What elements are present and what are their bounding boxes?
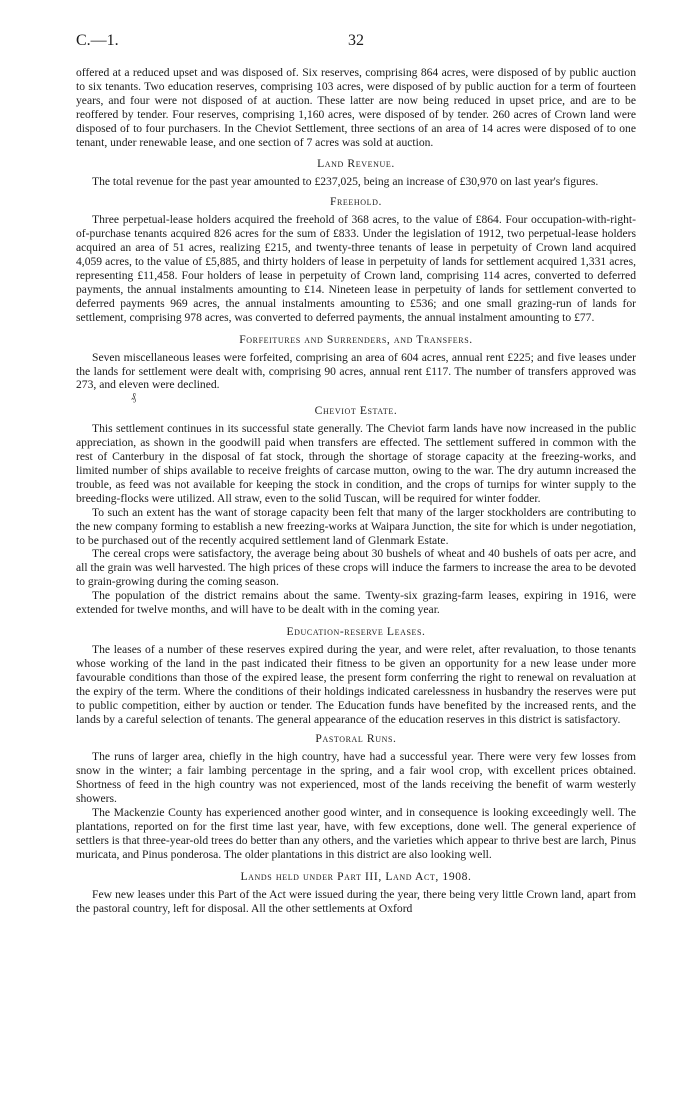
part-three-paragraph: Few new leases under this Part of the Act were issued during the year, there being very little Crown land, apart from the pastoral country, left for disposal. All the other settlements at Oxford [76,887,636,915]
parliamentary-paper-reference: C.—1. [76,32,119,49]
pastoral-paragraph: The runs of larger area, chiefly in the high country, have had a successful year. There were very few losses from snow in the winter; a fair lambing percentage in the spring, and a fair wool crop, with excellent prices obtained. Shortness of feed in the high country was not experienced, most of the lands receiving the benefit of warm westerly showers. [76,750,636,806]
section-heading-education-reserve-leases: Education-reserve Leases. [286,625,426,638]
section-heading-forfeitures: Forfeitures and Surrenders, and Transfers. [239,332,473,346]
page-header [76,32,636,54]
cheviot-paragraph: To such an extent has the want of storage capacity been felt that many of the larger stockholders are contributing to the new company forming to establish a new freezing-works at Waipara Junction, the site for which is under negotiation, to be purchased out of the recently acquired settlement land of Glenmark Estate. [76,505,636,547]
section-heading-land-revenue: Land Revenue. [317,157,395,171]
document-page [76,32,636,916]
cheviot-paragraph: The cereal crops were satisfactory, the average being about 30 bushels of wheat and 40 bushels of oats per acre, and all the grain was well harvested. The high prices of these crops will induce the farmers to increase the area to be devoted to grain-growing during the coming season. [76,547,636,589]
stray-print-mark: ₰ [131,392,136,404]
pastoral-paragraph: The Mackenzie County has experienced another good winter, and in consequence is looking exceedingly well. The plantations, reported on for the first time last year, have, with few exceptions, done well. The general experience of settlers is that three-year-old trees do better than any others, and the varieties which appear to thrive best are larch, Pinus muricata, and Pinus ponderosa. The older plantations in this district are also looking well. [76,806,636,861]
land-revenue-paragraph: The total revenue for the past year amounted to £237,025, being an increase of £30,970 on last year's figures. [92,175,599,189]
section-heading-freehold: Freehold. [329,195,383,209]
page-number: 32 [348,32,364,49]
section-heading-cheviot-estate: Cheviot Estate. [314,404,398,418]
freehold-paragraph: Three perpetual-lease holders acquired the freehold of 368 acres, to the value of £864. Four occupation-with-right-of-purchase tenants acquired 826 acres for the sum of £833. Under the legislation of 1912, two perpetual-lease holders acquired an area of 51 acres, realizing £215, and twenty-three tenants of lease in perpetuity of Crown land acquired 4,059 acres, to the value of £5,885, and thirty holders of lease in perpetuity of lands for settlement acquired 1,331 acres, representing £11,458. Four holders of lease in perpetuity of Crown land, comprising 114 acres, converted to deferred payments, the annual instalments amounting to £14. Nineteen lease in perpetuity of lands for settlement converted to deferred payments 969 acres, the annual instalments amounting to £536; and one small grazing-run of lands for settlement, comprising 978 acres, was converted to deferred payments, the annual instalment amounting to £77. [76,213,636,324]
section-heading-pastoral-runs: Pastoral Runs. [315,732,397,746]
forfeitures-paragraph: Seven miscellaneous leases were forfeited, comprising an area of 604 acres, annual rent £225; and five leases under the lands for settlement were dealt with, comprising 90 acres, annual rent £117. The number of transfers approved was 273, and eleven were declined. [76,350,636,392]
cheviot-paragraph: This settlement continues in its successful state generally. The Cheviot farm lands have now increased in the public appreciation, as shown in the goodwill paid when transfers are effected. The settlement suffered in common with the rest of Canterbury in the disposal of fat stock, through the shortage of storage capacity at the freezing-works, and limited number of ships available to receive freights of carcase mutton, owing to the war. The dry autumn increased the trouble, as feed was not available for keeping the stock in condition, and the crops of turnips for winter supply to the breeding-flocks were utilized. All straw, even to the solid Tuscan, will be required for winter fodder. [76,422,636,505]
section-heading-part-three-lands: Lands held under Part III, Land Act, 1908. [240,869,472,883]
intro-paragraph: offered at a reduced upset and was disposed of. Six reserves, comprising 864 acres, were disposed of by public auction to six tenants. Two education reserves, comprising 103 acres, were disposed of by public auction for a term of fourteen years, and four were not disposed of at auction. These latter are now being reduced in upset price, and are to be reoffered by tender. Four reserves, comprising 1,160 acres, were disposed of by tender. 260 acres of Crown land were disposed of to four purchasers. In the Cheviot Settlement, three sections of an area of 14 acres were disposed of to one tenant, under renewable lease, and one section of 7 acres was sold at auction. [76,66,636,149]
cheviot-paragraph: The population of the district remains about the same. Twenty-six grazing-farm leases, expiring in 1916, were extended for twelve months, and will have to be dealt with in the coming year. [76,589,636,617]
education-paragraph: The leases of a number of these reserves expired during the year, and were relet, after revaluation, to those tenants whose working of the land in the past indicated their fitness to be given an opportunity for a new lease under more favourable conditions than those of the expired lease, the present form conferring the right to renewal on revaluation at the expiry of the term. Where the conditions of their holdings indicated carelessness in husbandry the reserves were put to public competition, either by auction or tender. The Education funds have benefited by the increased rents, and the lands by a careful selection of tenants. The general appearance of the education reserves in this district is satisfactory. [76,643,636,726]
